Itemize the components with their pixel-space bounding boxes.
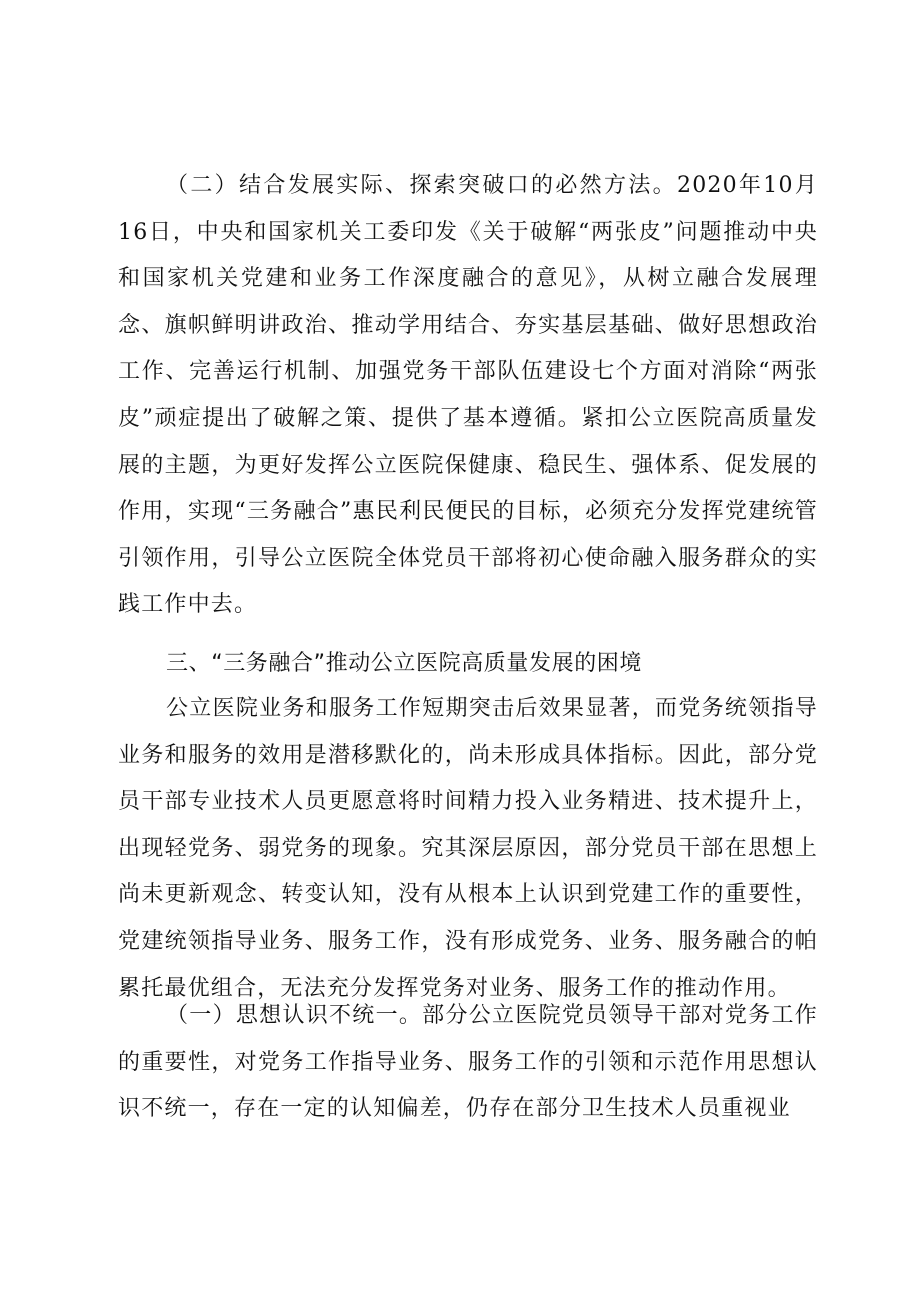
paragraph-2-combining-development: （二）结合发展实际、探索突破口的必然方法。2020年10月16日，中央和国家机关工委印发《关于破解“两张皮”问题推动中央和国家机关党建和业务工作深度融合的意见》，从树立融合发展理念、旗帜鲜明讲政治、推动学用结合、夯实基层基础、做好思想政治工作、完善运行机制、加强党务干部队伍建设七个方面对消除“两张皮”顽症提出了破解之策、提供了基本遵循。紧扣公立医院高质量发展的主题，为更好发挥公立医院保健康、稳民生、强体系、促发展的作用，实现“三务融合”惠民利民便民的目标，必须充分发挥党建统管引领作用，引导公立医院全体党员干部将初心使命融入服务群众的实践工作中去。	[118, 173, 818, 618]
section-heading-3: 三、“三务融合”推动公立医院高质量发展的困境	[166, 651, 642, 676]
section-intro-paragraph: 公立医院业务和服务工作短期突击后效果显著，而党务统领指导业务和服务的效用是潜移默化的，尚未形成具体指标。因此，部分党员干部专业技术人员更愿意将时间精力投入业务精进、技术提升上，出现轻党务、弱党务的现象。究其深层原因，部分党员干部在思想上尚未更新观念、转变认知，没有从根本上认识到党建工作的重要性，党建统领指导业务、服务工作，没有形成党务、业务、服务融合的帕累托最优组合，无法充分发挥党务对业务、服务工作的推动作用。	[118, 696, 818, 1001]
subsection-1-paragraph: （一）思想认识不统一。部分公立医院党员领导干部对党务工作的重要性，对党务工作指导业务、服务工作的引领和示范作用思想认识不统一，存在一定的认知偏差，仍存在部分卫生技术人员重视业	[118, 1003, 818, 1122]
